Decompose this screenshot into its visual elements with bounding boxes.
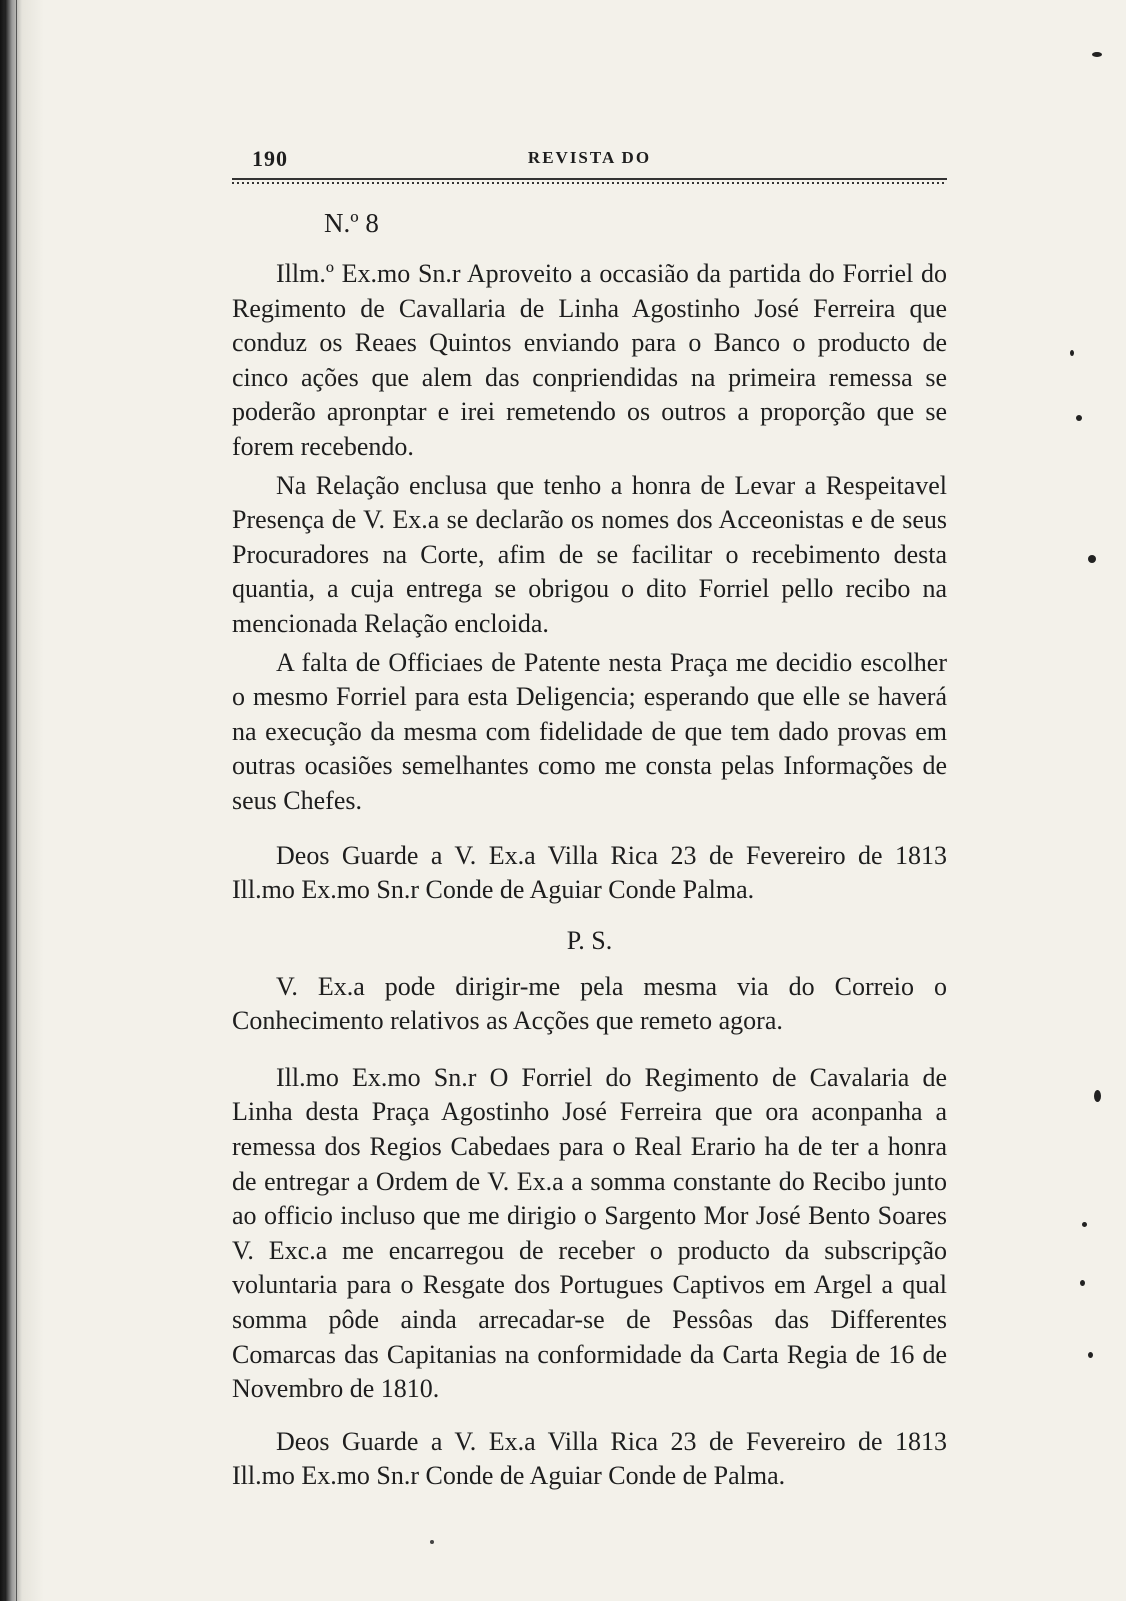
margin-speck (1070, 350, 1074, 356)
margin-speck (1082, 1222, 1087, 1227)
margin-speck (1092, 52, 1102, 57)
letter2-closing: Deos Guarde a V. Ex.a Villa Rica 23 de Fevereiro de 1813 Ill.mo Ex.mo Sn.r Conde de Aguiar Conde de Palma. (232, 1426, 947, 1491)
letter1-paragraph-2: Na Relação enclusa que tenho a honra de Levar a Respeitavel Presença de V. Ex.a se declarão os nomes dos Acceonistas e de seus Procuradores na Corte, afim de se facilitar o recebimento desta quantia, a cuja entrega se obrigou o dito Forriel pello recibo na mencionada Relação encloida. (232, 470, 947, 638)
binding-line (16, 0, 17, 1601)
page-header (232, 140, 947, 174)
margin-speck (430, 1540, 434, 1544)
postscript-heading: P. S. (566, 925, 613, 955)
page-number: 190 (252, 146, 288, 171)
document-number: N.º 8 (324, 208, 379, 238)
margin-speck (1094, 1090, 1101, 1102)
letter1-closing: Deos Guarde a V. Ex.a Villa Rica 23 de Fevereiro de 1813 Ill.mo Ex.mo Sn.r Conde de Aguiar Conde Palma. (232, 840, 947, 905)
letter2-paragraph: Ill.mo Ex.mo Sn.r O Forriel do Regimento de Cavalaria de Linha desta Praça Agostinho José Ferreira que ora aconpanha a remessa dos Regios Cabedaes para o Real Erario ha de ter a honra de entregar a Ordem de V. Ex.a a somma constante do Recibo junto ao officio incluso que me dirigio o Sargento Mor José Bento Soares V. Exc.a me encarregou de receber o producto da subscripção voluntaria para o Resgate dos Portugues Captivos em Argel a qual somma pôde ainda arrecadar-se de Pessôas das Differentes Comarcas das Capitanias na conformidade da Carta Regia de 16 de Novembro de 1810. (232, 1062, 947, 1404)
margin-speck (1080, 1280, 1085, 1286)
page (232, 140, 947, 1494)
letter1-paragraph-3: A falta de Officiaes de Patente nesta Praça me decidio escolher o mesmo Forriel para esta Deligencia; esperando que elle se haverá na execução da mesma com fidelidade de que tem dado provas em outras ocasiões semelhantes como me consta pelas Informações de seus Chefes. (232, 647, 947, 815)
margin-speck (1076, 415, 1082, 421)
book-binding-shadow (0, 0, 44, 1601)
binding-line (4, 0, 6, 1601)
margin-speck (1088, 555, 1096, 563)
header-rule (232, 178, 947, 186)
running-title: REVISTA DO (527, 148, 652, 167)
letter1-paragraph-1: Illm.º Ex.mo Sn.r Aproveito a occasião da partida do Forriel do Regimento de Cavallaria de Linha Agostinho José Ferreira que conduz os Reaes Quintos enviando para o Banco o producto de cinco ações que alem das conpriendidas na primeira remessa se poderão apronptar e irei remetendo os outros a proporção que se forem recebendo. (232, 259, 947, 461)
postscript-text: V. Ex.a pode dirigir-me pela mesma via do Correio o Conhecimento relativos as Acções que remeto agora. (232, 971, 947, 1036)
margin-speck (1088, 1352, 1093, 1358)
